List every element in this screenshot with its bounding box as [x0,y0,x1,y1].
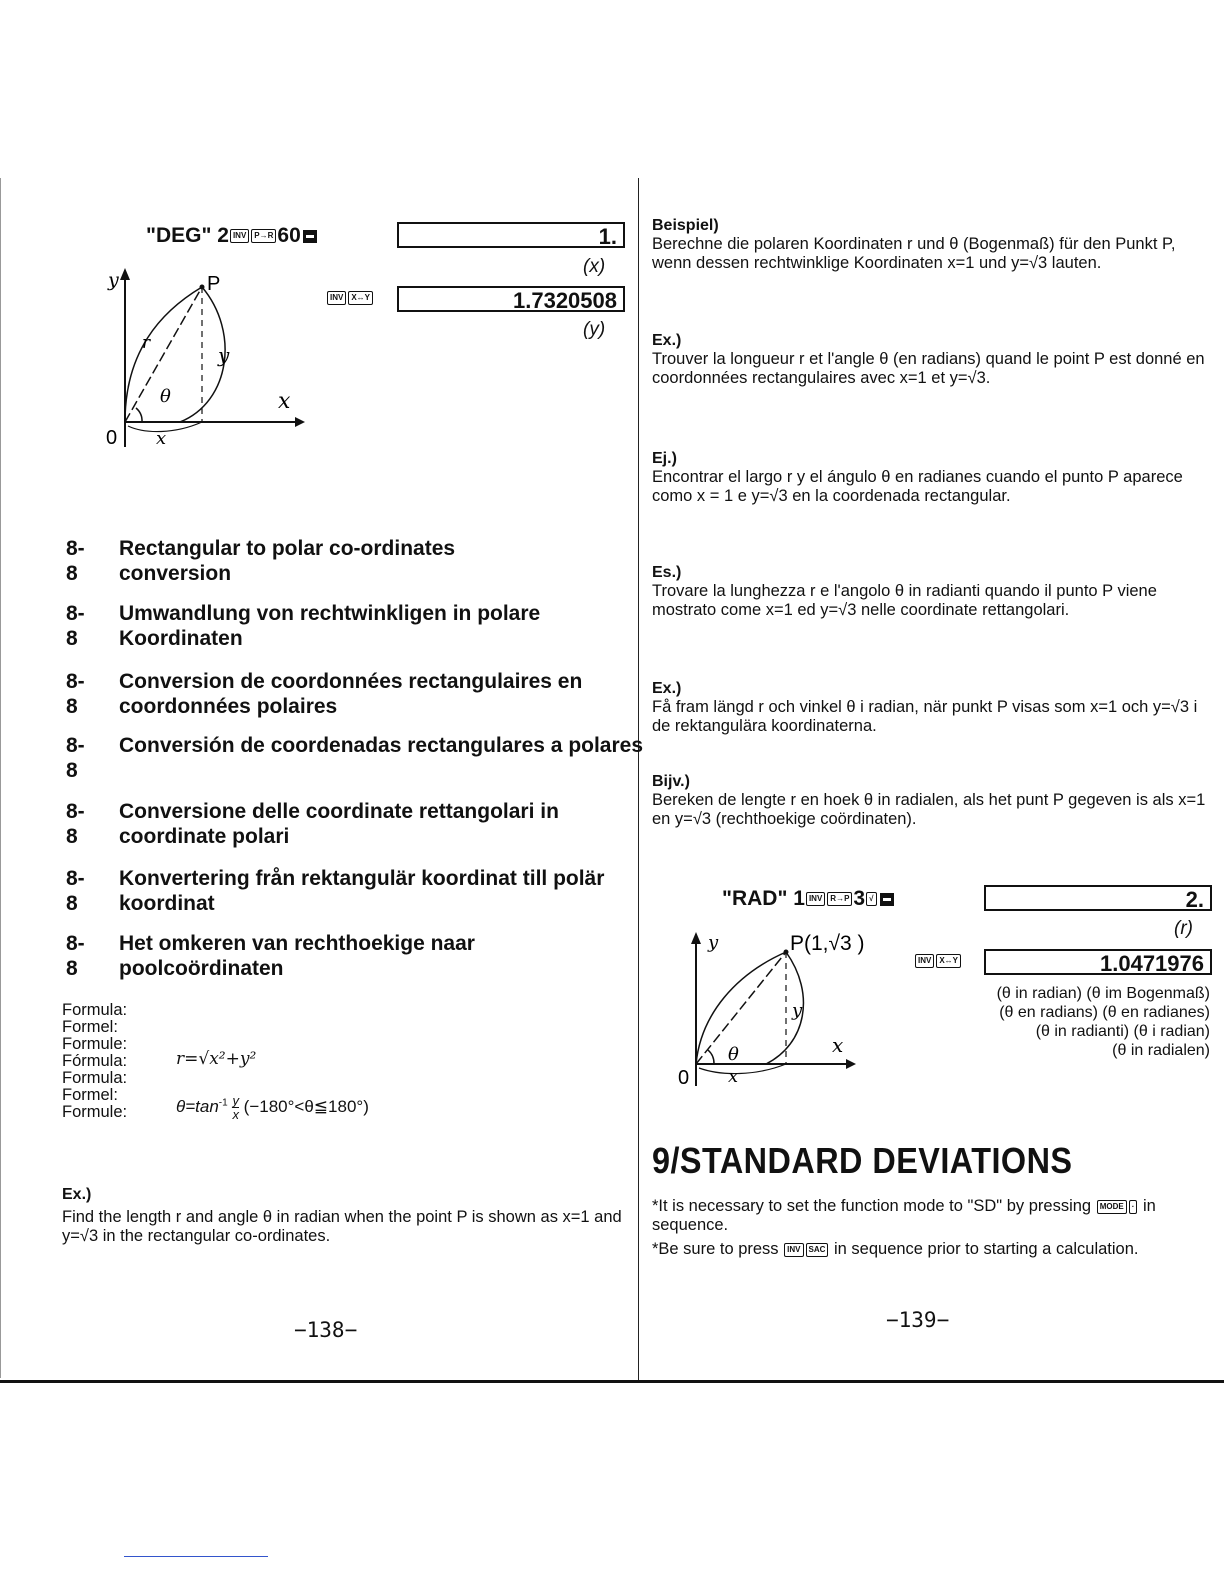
mode-deg: "DEG" [146,224,212,247]
y-seg-label: y [218,343,230,367]
point-label: P [207,273,221,295]
example-text: Bereken de lengte r en hoek θ in radialen, als het punt P gegeven is als x=1 en y=√3 (rechthoekige coördinaten). [652,791,1206,828]
example-label: Ex.) [62,1186,92,1203]
mode-rad: "RAD" [722,887,788,910]
x-arc [699,1064,786,1074]
example-text: Trouver la longueur r et l'angle θ (en radians) quand le point P est donné en coordonnées rectangulaires avec x=1 et y=√3. [652,350,1205,387]
x-y-swap-key: X↔Y [348,291,373,305]
x-y-swap-key: X↔Y [936,954,961,968]
point-label: P(1,√3 ) [790,932,865,955]
formula-theta: $\theta=\tan^{-1}$ $\frac{y}{x}$ (−180°<θ≦180°) [176,1093,369,1122]
polar-graph-1 [80,262,310,452]
example-text: Encontrar el largo r y el ángulo θ en radianes cuando el punto P aparece como x = 1 e y=√3 en la coordenada rectangular. [652,468,1183,505]
theta-note: (θ in radianti) (θ i radian) [1035,1023,1210,1040]
display-x: 1. [397,222,625,248]
example-block-sv [652,680,1212,736]
xy-keys-2 [914,952,962,968]
label-x: (x) [583,256,606,277]
theta-label: θ [728,1044,739,1065]
x-axis-arrow [846,1059,856,1069]
example-block-nl [652,773,1212,829]
formula-label: Formule: [62,1103,128,1121]
polar-graph-2 [656,924,876,1094]
origin-label: 0 [678,1067,690,1089]
inv-key: INV [806,892,825,906]
point-p [200,285,205,290]
section-title: 9/STANDARD DEVIATIONS [652,1140,1073,1181]
label-r: (r) [1174,918,1193,939]
r-label: r [142,333,151,353]
mode-key: MODE [1097,1200,1127,1214]
x-axis-label: x [832,1033,844,1057]
example-block-de [652,217,1212,273]
formula-label: Formula: [62,1069,128,1087]
y-axis-label: y [708,932,719,953]
display-y: 1.7320508 [397,286,625,312]
y-axis-arrow [120,268,130,280]
formula-labels [62,1002,127,1121]
example-label: Beispiel) [652,217,719,234]
x-axis-label: x [278,389,291,414]
y-seg-label: y [792,1000,803,1021]
display-theta: 1.0471976 [984,949,1212,975]
note-1: *It is necessary to set the function mode to "SD" by pressing MODE · in sequence. [652,1197,1156,1234]
example-label: Bijv.) [652,773,690,790]
example-label: Ex.) [652,332,682,349]
display-r: 2. [984,885,1212,911]
bottom-rule [0,1380,1224,1383]
example-text: Berechne die polaren Koordinaten r und θ (Bogenmaß) für den Punkt P, wenn dessen rechtwinklige Koordinaten x=1 und y=√3 lauten. [652,235,1176,272]
theta-notes [997,984,1210,1060]
bottom-blue-line [124,1556,268,1557]
page-number-left: −138− [294,1318,358,1342]
inv-key: INV [915,954,934,968]
x-seg-label: x [728,1066,739,1087]
inv-key: INV [784,1243,803,1257]
example2-keys: "RAD" 1 INV R→P 3 √ [722,887,896,911]
center-divider [638,178,639,1380]
theta-note: (θ in radian) (θ im Bogenmaß) [996,985,1210,1002]
p-to-r-key: P→R [251,229,276,243]
x-seg-label: x [156,428,167,449]
example-text: Få fram längd r och vinkel θ i radian, när punkt P visas som x=1 och y=√3 i de rektangulära koordinaterna. [652,698,1198,735]
inv-key: INV [230,229,249,243]
equals-key [303,230,317,243]
radius-line [696,952,786,1064]
page-number-right: −139− [886,1308,950,1332]
formula-r: r=√x²+y² [176,1049,257,1069]
example-label: Es.) [652,564,682,581]
xy-keys-1 [326,289,374,305]
y-axis-arrow [691,932,701,944]
dot-key: · [1129,1200,1138,1214]
example-block-es [652,450,1212,506]
example-block-it [652,564,1212,620]
x-axis-arrow [295,417,305,427]
example-label: Ex.) [652,680,682,697]
theta-note: (θ en radians) (θ en radianes) [999,1004,1210,1021]
example-block-fr [652,332,1212,388]
left-edge-line [0,178,1,1378]
inv-key: INV [327,291,346,305]
note-2: *Be sure to press INV SAC in sequence prior to starting a calculation. [652,1240,1139,1258]
theta-arc [136,408,142,422]
theta-note: (θ in radialen) [1112,1042,1210,1059]
equals-key [880,893,894,906]
point-p [784,950,789,955]
theta-arc [708,1050,714,1064]
y-axis-label: y [108,269,119,291]
r-to-p-key: R→P [827,892,852,906]
example-label: Ej.) [652,450,677,467]
example-text: Find the length r and angle θ in radian when the point P is shown as x=1 and y=√3 in the rectangular co-ordinates. [62,1208,622,1245]
formula-label: Formel: [62,1018,118,1036]
example1-keys: "DEG" 2 INV P→R 60 [146,224,319,248]
sqrt-key: √ [866,892,876,906]
example-text: Trovare la lunghezza r e l'angolo θ in radianti quando il punto P viene mostrato come x=1 ed y=√3 nelle coordinate rettangolari. [652,582,1157,619]
formula-label: Fórmula: [62,1052,128,1070]
formula-label: Formula: [62,1001,128,1019]
origin-label: 0 [106,427,118,449]
sac-key: SAC [806,1243,829,1257]
formula-label: Formule: [62,1035,128,1053]
formula-label: Formel: [62,1086,118,1104]
label-y: (y) [583,319,606,340]
theta-label: θ [160,386,171,407]
